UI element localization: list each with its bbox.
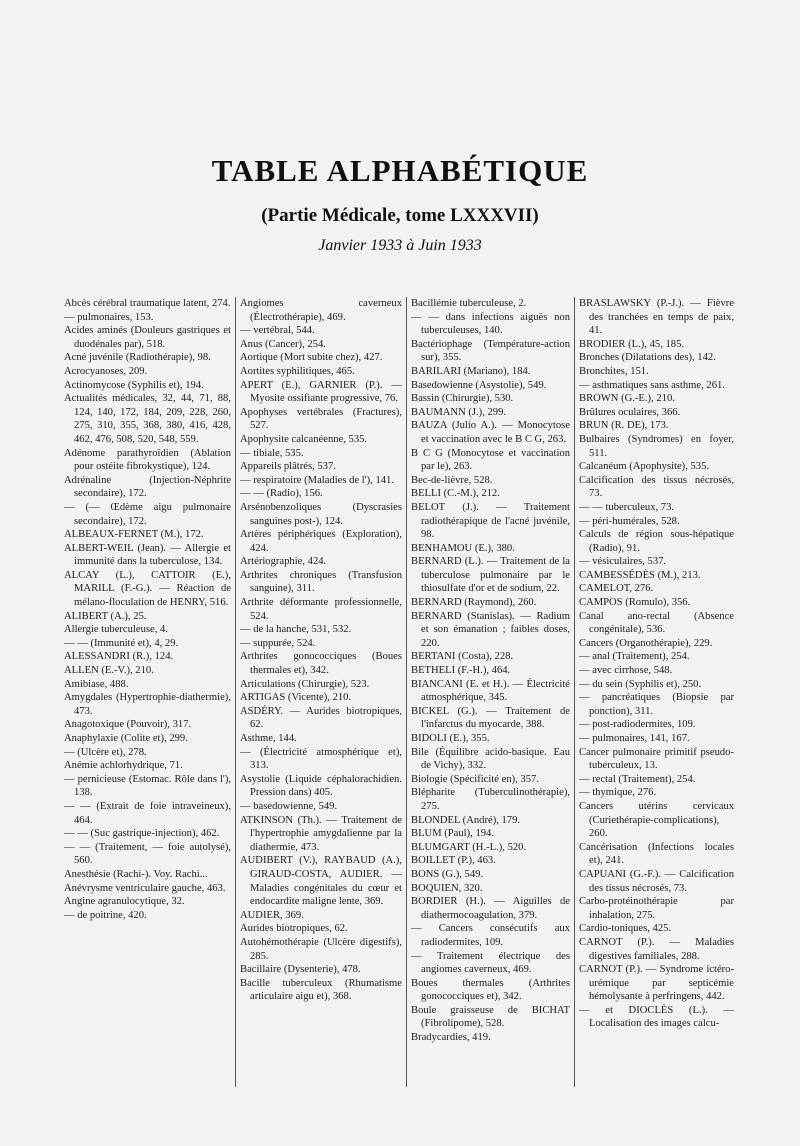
index-column-3 (406, 297, 574, 1087)
index-entry: Bacillaire (Dysenterie), 478. (240, 964, 361, 976)
index-column-4 (574, 297, 734, 1087)
index-entry: Brûlures oculaires, 366. (579, 406, 681, 418)
index-entry: Boues thermales (Arthrites gonococciques et), 342. (411, 977, 570, 1003)
index-entry: Calcification des tissus nécrosés, 73. (579, 474, 734, 500)
index-entry: Allergie tuberculeuse, 4. (64, 624, 168, 636)
index-entry: BERNARD (Stanislas). — Radium et son émanation ; faibles doses, 220. (411, 610, 570, 649)
index-entry: — thymique, 276. (579, 787, 657, 799)
index-entry: Cancers utérins cervicaux (Curiethérapie-complications), 260. (579, 800, 734, 840)
index-entry: BLUMGART (H.-L.), 520. (411, 841, 527, 853)
index-entry: B C G (Monocytose et vaccination par le), 263. (411, 447, 570, 473)
index-entry: Actinomycose (Syphilis et), 194. (64, 379, 204, 391)
index-entry: BERNARD (L.). — Traitement de la tuberculose pulmonaire par le thiosulfate d'or et de sodium, 22. (411, 556, 570, 595)
index-entry: — rectal (Traitement), 254. (579, 773, 696, 785)
index-entry: CAMPOS (Romulo), 356. (579, 597, 691, 609)
index-entry: ALBERT-WEIL (Jean). — Allergie et immunité dans la tuberculose, 134. (64, 542, 231, 568)
index-entry: Blépharite (Tuberculinothérapie), 275. (411, 787, 570, 812)
index-entry: BOILLET (P.), 463. (411, 855, 496, 867)
index-entry: — asthmatiques sans asthme, 261. (579, 379, 725, 391)
index-entry: BERNARD (Raymond), 260. (411, 597, 537, 609)
index-entry: Articulations (Chirurgie), 523. (240, 678, 370, 690)
index-entry: ARTIGAS (Vicente), 210. (240, 692, 352, 704)
index-entry: Artères périphériques (Exploration), 424. (240, 529, 402, 554)
index-column-1 (64, 297, 235, 1087)
index-entry: — pulmonaires, 153. (64, 311, 154, 323)
index-entry: ALIBERT (A.), 25. (64, 610, 147, 622)
index-entry: Amibiase, 488. (64, 678, 129, 690)
index-entry: — respiratoire (Maladies de l'), 141. (240, 474, 394, 486)
index-entry: Anévrysme ventriculaire gauche, 463. (64, 882, 226, 894)
index-entry: — — tuberculeux, 73. (579, 501, 675, 513)
index-entry: — (Électricité atmosphérique et), 313. (240, 746, 402, 772)
index-entry: BENHAMOU (E.), 380. (411, 542, 515, 554)
index-entry: — — (Traitement, — foie autolysé), 560. (64, 841, 231, 867)
index-entry: Bactériophage (Température-action sur), 355. (411, 338, 570, 364)
index-entry: Cancérisation (Infections locales et), 241. (579, 841, 734, 867)
index-entry: BICKEL (G.). — Traitement de l'infarctus du myocarde, 388. (411, 705, 570, 731)
index-entry: ALLEN (E.-V.), 210. (64, 665, 154, 677)
index-entry: BRODIER (L.), 45, 185. (579, 338, 685, 350)
index-entry: Aortites syphilitiques, 465. (240, 365, 355, 377)
index-entry: Adénome parathyroïdien (Ablation pour ostéite fibrokystique), 124. (64, 447, 231, 473)
index-entry: Acné juvénile (Radiothérapie), 98. (64, 352, 211, 364)
index-entry: — vésiculaires, 537. (579, 556, 667, 568)
index-entry: — du sein (Syphilis et), 250. (579, 678, 702, 690)
index-entry: ASDÉRY. — Aurides biotropiques, 62. (240, 705, 402, 731)
index-entry: — — (Immunité et), 4, 29. (64, 637, 179, 649)
index-entry: Calculs de région sous-hépatique (Radio), 91. (579, 529, 734, 554)
index-entry: BIDOLI (E.), 355. (411, 733, 490, 744)
index-entry: Arsénobenzoliques (Dyscrasies sanguines post-), 124. (240, 501, 402, 527)
index-entry: CAMELOT, 276. (579, 583, 654, 595)
index-entry: Acrocyanoses, 209. (64, 365, 148, 377)
index-entry: Abcès cérébral traumatique latent, 274. (64, 298, 231, 309)
index-entry: Actualités médicales, 32, 44, 71, 88, 124, 140, 172, 184, 209, 228, 260, 275, 310, 355, 368, 380, 416, 428, 462, 476, 508, 520, 548, 559. (64, 393, 231, 445)
index-entry: BONS (G.), 549. (411, 868, 484, 880)
index-entry: ALBEAUX-FERNET (M.), 172. (64, 529, 204, 541)
index-entry: Aortique (Mort subite chez), 427. (240, 352, 383, 364)
index-entry: Arthrites chroniques (Transfusion sanguine), 311. (240, 569, 402, 595)
index-entry: Adrénaline (Injection-Néphrite secondaire), 172. (64, 474, 231, 500)
index-entry: BOQUIEN, 320. (411, 882, 483, 894)
index-entry: Angine agranulocytique, 32. (64, 896, 185, 908)
index-entry: Amygdales (Hypertrophie-diathermie), 473. (64, 692, 231, 717)
index-entry: — (— Œdème aigu pulmonaire secondaire), 172. (64, 501, 231, 527)
index-entry: CAPUANI (G.-F.). — Calcification des tissus nécrosés, 73. (579, 868, 734, 894)
index-entry: Angiomes caverneux (Électrothérapie), 469. (240, 298, 402, 323)
index-entry: Appareils plâtrés, 537. (240, 461, 336, 473)
index-entry: — pernicieuse (Estomac. Rôle dans l'), 138. (64, 773, 231, 799)
index-columns (64, 297, 734, 1087)
page-title: TABLE ALPHABÉTIQUE (211, 153, 589, 188)
index-entry: — — (Radio), 156. (240, 488, 323, 500)
index-entry: — (Ulcère et), 278. (64, 746, 147, 758)
index-column-2 (235, 297, 406, 1087)
index-entry: Basedowienne (Asystolie), 549. (411, 379, 547, 391)
index-entry: Asystolie (Liquide céphalorachidien. Pression dans) 405. (240, 773, 402, 799)
index-entry: Boule graisseuse de BICHAT (Fibrolipome), 528. (411, 1004, 570, 1030)
index-entry: BLUM (Paul), 194. (411, 828, 494, 840)
index-entry: Asthme, 144. (240, 733, 297, 744)
index-entry: Bradycardies, 419. (411, 1032, 491, 1044)
index-entry: — et DIOCLÈS (L.). — Localisation des images calcu- (579, 1004, 734, 1030)
index-entry: Arthrite déformante professionnelle, 524. (240, 597, 402, 622)
index-entry: BELOT (J.). — Traitement radiothérapique de l'acné juvénile, 98. (411, 501, 570, 541)
index-entry: BAUZA (Julio A.). — Monocytose et vaccination avec le B C G, 263. (411, 420, 570, 445)
index-entry: BETHELI (F.-H.), 464. (411, 665, 511, 677)
index-entry: — de poitrine, 420. (64, 909, 147, 921)
index-entry: Bronches (Dilatations des), 142. (579, 352, 716, 364)
index-entry: — anal (Traitement), 254. (579, 651, 690, 663)
index-entry: AUDIER, 369. (240, 909, 304, 921)
index-entry: Cancer pulmonaire primitif pseudo-tuberculeux, 13. (579, 746, 734, 772)
index-entry: — basedowienne, 549. (240, 800, 338, 812)
index-entry: Arthrites gonococciques (Boues thermales et), 342. (240, 651, 402, 677)
index-entry: Anémie achlorhydrique, 71. (64, 760, 183, 772)
index-entry: — — (Extrait de foie intraveineux), 464. (64, 800, 231, 826)
index-entry: Calcanéum (Apophysite), 535. (579, 461, 710, 473)
page-subtitle: (Partie Médicale, tome LXXXVII) (261, 205, 539, 226)
index-entry: — — dans infections aiguës non tuberculeuses, 140. (411, 311, 570, 337)
index-entry: BERTANI (Costa), 228. (411, 651, 514, 663)
index-entry: Bassin (Chirurgie), 530. (411, 393, 514, 405)
index-entry: — pulmonaires, 141, 167. (579, 733, 690, 744)
index-entry: — Cancers consécutifs aux radiodermites, 109. (411, 923, 570, 948)
index-entry: Anagotoxique (Pouvoir), 317. (64, 719, 192, 731)
index-entry: — tibiale, 535. (240, 447, 304, 459)
index-entry: Carbo-protéinothérapie par inhalation, 275. (579, 896, 734, 921)
index-entry: ALCAY (L.), CATTOIR (E.), MARILL (F.-G.). — Réaction de mélano-floculation de HENRY, 516. (64, 569, 231, 609)
index-entry: Anus (Cancer), 254. (240, 338, 326, 350)
index-entry: — pancréatiques (Biopsie par ponction), 311. (579, 692, 734, 717)
index-entry: BLONDEL (André), 179. (411, 814, 521, 826)
index-entry: Apophyses vertébrales (Fractures), 527. (240, 406, 402, 432)
index-entry: — Traitement électrique des angiomes caverneux, 469. (411, 950, 570, 976)
index-entry: Biologie (Spécificité en), 357. (411, 773, 539, 785)
index-entry: Bacille tuberculeux (Rhumatisme articulaire aigu et), 368. (240, 977, 402, 1003)
date-range: Janvier 1933 à Juin 1933 (318, 237, 482, 254)
index-entry: BELLI (C.-M.), 212. (411, 488, 500, 500)
index-entry: Canal ano-rectal (Absence congénitale), 536. (579, 610, 734, 636)
index-entry: Bec-de-lièvre, 528. (411, 474, 493, 486)
index-entry: Artériographie, 424. (240, 556, 327, 568)
index-entry: Bulbaires (Syndromes) en foyer, 511. (579, 433, 734, 459)
index-entry: CARNOT (P.). — Maladies digestives familiales, 288. (579, 936, 734, 962)
index-entry: BRUN (R. DE), 173. (579, 420, 669, 432)
index-entry: Bronchites, 151. (579, 365, 649, 377)
index-entry: BAUMANN (J.), 299. (411, 406, 507, 418)
index-entry: Apophysite calcanéenne, 535. (240, 433, 368, 445)
index-entry: — suppurée, 524. (240, 637, 316, 649)
index-entry: Bacillémie tuberculeuse, 2. (411, 298, 527, 309)
index-entry: BRASLAWSKY (P.-J.). — Fièvre des tranchées en temps de paix, 41. (579, 298, 734, 337)
index-entry: Cancers (Organothérapie), 229. (579, 637, 713, 649)
index-entry: AUDIBERT (V.), RAYBAUD (A.), GIRAUD-COSTA, AUDIER. — Maladies congénitales du cœur et endocardite maligne lente, 369. (240, 855, 402, 908)
index-entry: BARILARI (Mariano), 184. (411, 365, 531, 377)
index-entry: — — (Suc gastrique-injection), 462. (64, 828, 220, 840)
index-entry: ALESSANDRI (R.), 124. (64, 651, 174, 663)
index-entry: Acides aminés (Douleurs gastriques et duodénales par), 518. (64, 325, 231, 350)
index-entry: ATKINSON (Th.). — Traitement de l'hypertrophie amygdalienne par la diathermie, 473. (240, 814, 402, 853)
index-entry: Anaphylaxie (Colite et), 299. (64, 733, 188, 744)
index-entry: APERT (E.), GARNIER (P.). — Myosite ossifiante progressive, 76. (240, 379, 402, 405)
index-entry: — de la hanche, 531, 532. (240, 624, 352, 636)
index-entry: Autohémothérapie (Ulcère digestifs), 285. (240, 936, 402, 962)
index-entry: Cardio-toniques, 425. (579, 923, 672, 935)
index-entry: Anesthésie (Rachi-). Voy. Rachi... (64, 868, 208, 880)
index-entry: — péri-humérales, 528. (579, 515, 680, 527)
index-entry: CAMBESSÉDÈS (M.), 213. (579, 569, 701, 581)
index-entry: BIANCANI (E. et H.). — Électricité atmosphérique, 345. (411, 678, 570, 704)
index-entry: BROWN (G.-E.), 210. (579, 393, 675, 405)
index-entry: CARNOT (P.). — Syndrome ictéro-urémique par septicémie hémolysante à perfringens, 442. (579, 964, 734, 1003)
index-entry: Aurides biotropiques, 62. (240, 923, 348, 935)
index-entry: BORDIER (H.). — Aiguilles de diathermocoagulation, 379. (411, 896, 570, 921)
index-entry: — avec cirrhose, 548. (579, 665, 673, 677)
index-entry: — vertébral, 544. (240, 325, 315, 337)
index-entry: Bile (Équilibre acido-basique. Eau de Vichy), 332. (411, 746, 570, 772)
index-entry: — post-radiodermites, 109. (579, 719, 696, 731)
